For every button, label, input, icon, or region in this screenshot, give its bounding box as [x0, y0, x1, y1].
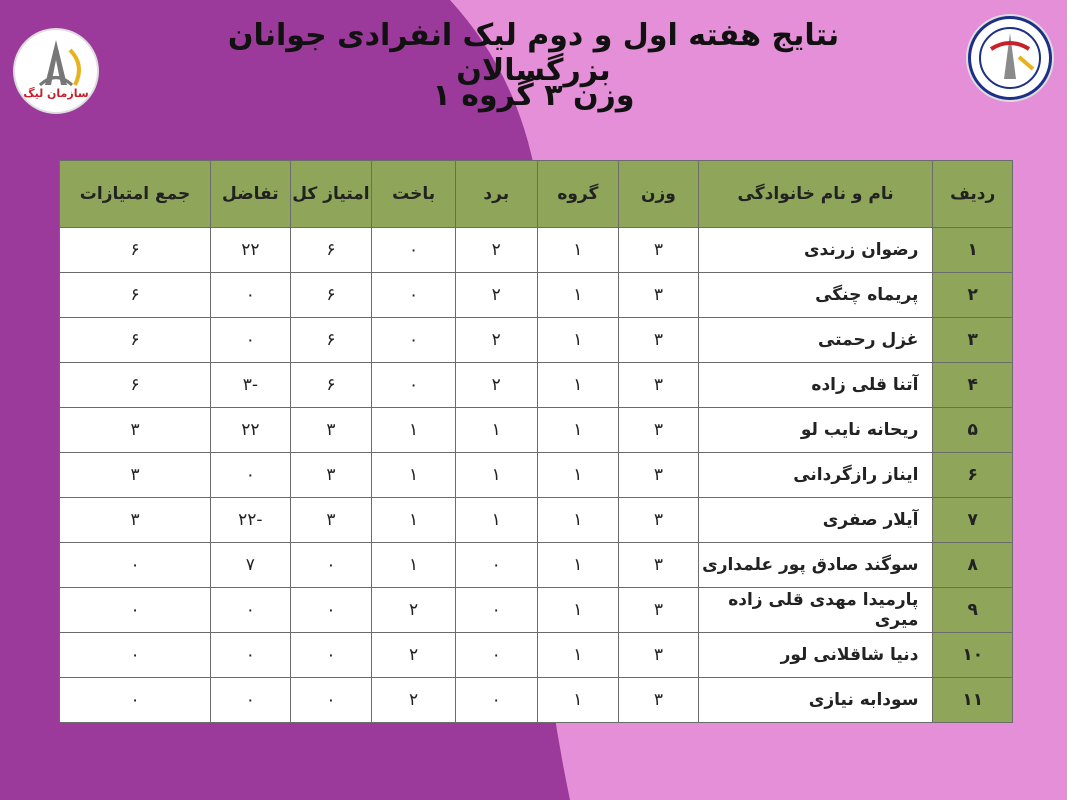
league-logo: [15, 30, 97, 112]
header-group: گروه: [537, 161, 619, 228]
cell-name: سوگند صادق پور علمداری: [698, 543, 933, 588]
cell-weight: ۳: [619, 408, 699, 453]
cell-points-sum: ۰: [60, 678, 211, 723]
cell-wins: ۰: [455, 588, 537, 633]
cell-points-sum: ۶: [60, 363, 211, 408]
cell-total-points: ۳: [290, 453, 372, 498]
header-points-sum: جمع امتیازات: [60, 161, 211, 228]
header-losses: باخت: [372, 161, 456, 228]
cell-rank: ۹: [933, 588, 1013, 633]
cell-losses: ۱: [372, 543, 456, 588]
cell-points-sum: ۳: [60, 408, 211, 453]
cell-weight: ۳: [619, 318, 699, 363]
table-row: [60, 363, 1013, 408]
cell-losses: ۲: [372, 588, 456, 633]
cell-total-points: ۰: [290, 543, 372, 588]
header-name: نام و نام خانوادگی: [698, 161, 933, 228]
cell-group: ۱: [537, 408, 619, 453]
cell-weight: ۳: [619, 363, 699, 408]
cell-difference: ۰: [211, 678, 291, 723]
cell-rank: ۳: [933, 318, 1013, 363]
cell-name: آیلار صفری: [698, 498, 933, 543]
league-logo-text: سازمان لیگ: [23, 87, 89, 100]
cell-total-points: ۰: [290, 633, 372, 678]
table-row: [60, 498, 1013, 543]
taekwondo-emblem-icon: [971, 19, 1049, 97]
header-wins: برد: [455, 161, 537, 228]
cell-wins: ۰: [455, 633, 537, 678]
cell-points-sum: ۰: [60, 588, 211, 633]
cell-name: ایناز رازگردانی: [698, 453, 933, 498]
cell-losses: ۲: [372, 678, 456, 723]
cell-weight: ۳: [619, 543, 699, 588]
table-row: [60, 273, 1013, 318]
cell-total-points: ۳: [290, 498, 372, 543]
cell-total-points: ۰: [290, 678, 372, 723]
page-subtitle: وزن ۳ گروه ۱: [432, 78, 635, 113]
cell-losses: ۲: [372, 633, 456, 678]
cell-name: غزل رحمتی: [698, 318, 933, 363]
table-row: [60, 408, 1013, 453]
cell-group: ۱: [537, 318, 619, 363]
cell-wins: ۲: [455, 318, 537, 363]
cell-rank: ۸: [933, 543, 1013, 588]
cell-difference: ۲۲: [211, 408, 291, 453]
cell-points-sum: ۶: [60, 318, 211, 363]
table-header-row: [60, 161, 1013, 228]
cell-group: ۱: [537, 363, 619, 408]
cell-difference: ۰: [211, 318, 291, 363]
cell-total-points: ۶: [290, 318, 372, 363]
cell-difference: ۷: [211, 543, 291, 588]
cell-difference: -۲۲: [211, 498, 291, 543]
cell-group: ۱: [537, 273, 619, 318]
cell-name: سودابه نیازی: [698, 678, 933, 723]
cell-wins: ۱: [455, 408, 537, 453]
cell-wins: ۰: [455, 543, 537, 588]
page-title: نتایج هفته اول و دوم لیک انفرادی جوانان بزرگسالان: [227, 18, 840, 88]
results-table: [59, 160, 1013, 723]
cell-weight: ۳: [619, 453, 699, 498]
cell-name: ریحانه نایب لو: [698, 408, 933, 453]
cell-losses: ۰: [372, 318, 456, 363]
cell-losses: ۱: [372, 453, 456, 498]
cell-points-sum: ۰: [60, 633, 211, 678]
cell-name: پریماه چنگی: [698, 273, 933, 318]
cell-rank: ۵: [933, 408, 1013, 453]
cell-name: پارمیدا مهدی قلی زاده میری: [698, 588, 933, 633]
cell-weight: ۳: [619, 588, 699, 633]
cell-weight: ۳: [619, 678, 699, 723]
cell-rank: ۱۱: [933, 678, 1013, 723]
cell-rank: ۷: [933, 498, 1013, 543]
cell-wins: ۲: [455, 228, 537, 273]
header-weight: وزن: [619, 161, 699, 228]
cell-group: ۱: [537, 678, 619, 723]
cell-name: رضوان زرندی: [698, 228, 933, 273]
cell-total-points: ۳: [290, 408, 372, 453]
cell-difference: ۰: [211, 633, 291, 678]
cell-points-sum: ۳: [60, 498, 211, 543]
header-difference: تفاضل: [211, 161, 291, 228]
cell-rank: ۱: [933, 228, 1013, 273]
cell-total-points: ۶: [290, 273, 372, 318]
cell-points-sum: ۳: [60, 453, 211, 498]
cell-wins: ۱: [455, 498, 537, 543]
cell-group: ۱: [537, 588, 619, 633]
table-row: [60, 228, 1013, 273]
header-rank: ردیف: [933, 161, 1013, 228]
cell-difference: -۳: [211, 363, 291, 408]
cell-difference: ۰: [211, 453, 291, 498]
cell-rank: ۶: [933, 453, 1013, 498]
cell-group: ۱: [537, 453, 619, 498]
cell-name: دنیا شاقلانی لور: [698, 633, 933, 678]
cell-group: ۱: [537, 498, 619, 543]
cell-total-points: ۶: [290, 228, 372, 273]
cell-total-points: ۰: [290, 588, 372, 633]
cell-group: ۱: [537, 228, 619, 273]
table-row: [60, 588, 1013, 633]
table-row: [60, 678, 1013, 723]
cell-points-sum: ۶: [60, 228, 211, 273]
cell-group: ۱: [537, 543, 619, 588]
header-total-points: امتیاز کل: [290, 161, 372, 228]
cell-difference: ۲۲: [211, 228, 291, 273]
cell-rank: ۴: [933, 363, 1013, 408]
cell-weight: ۳: [619, 498, 699, 543]
cell-group: ۱: [537, 633, 619, 678]
cell-wins: ۱: [455, 453, 537, 498]
cell-difference: ۰: [211, 273, 291, 318]
cell-losses: ۰: [372, 273, 456, 318]
cell-weight: ۳: [619, 228, 699, 273]
cell-points-sum: ۶: [60, 273, 211, 318]
cell-points-sum: ۰: [60, 543, 211, 588]
cell-wins: ۲: [455, 363, 537, 408]
cell-weight: ۳: [619, 273, 699, 318]
cell-rank: ۱۰: [933, 633, 1013, 678]
federation-logo: [968, 16, 1052, 100]
cell-losses: ۱: [372, 498, 456, 543]
table-row: [60, 633, 1013, 678]
cell-total-points: ۶: [290, 363, 372, 408]
cell-wins: ۰: [455, 678, 537, 723]
table-row: [60, 453, 1013, 498]
cell-rank: ۲: [933, 273, 1013, 318]
cell-wins: ۲: [455, 273, 537, 318]
cell-weight: ۳: [619, 633, 699, 678]
cell-name: آتنا قلی زاده: [698, 363, 933, 408]
cell-losses: ۰: [372, 363, 456, 408]
cell-losses: ۱: [372, 408, 456, 453]
table-row: [60, 543, 1013, 588]
table-row: [60, 318, 1013, 363]
cell-losses: ۰: [372, 228, 456, 273]
cell-difference: ۰: [211, 588, 291, 633]
